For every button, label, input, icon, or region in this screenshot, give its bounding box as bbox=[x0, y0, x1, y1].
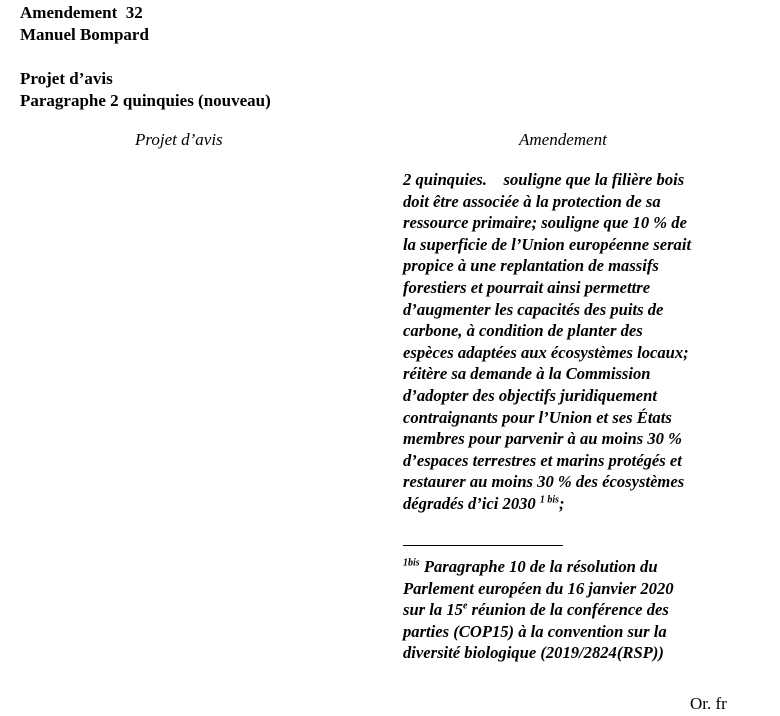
author-name: Manuel Bompard bbox=[20, 25, 149, 44]
amendment-line: carbone, à condition de planter des bbox=[403, 321, 643, 341]
amendment-line: réitère sa demande à la Commission bbox=[403, 364, 651, 384]
document-type: Projet d’avis bbox=[20, 69, 113, 88]
footnote-text: Paragraphe 10 de la résolution du bbox=[419, 557, 658, 576]
amendment-line: la superficie de l’Union européenne serait bbox=[403, 234, 692, 254]
ordinal-suffix: e bbox=[462, 600, 468, 612]
amendment-number: Amendement 32 bbox=[20, 3, 143, 22]
amendment-line: forestiers et pourrait ainsi permettre bbox=[403, 277, 651, 297]
amendment-line: 2 quinquies. souligne que la filière bois bbox=[403, 170, 685, 189]
amendment-line-text: dégradés d’ici 2030 bbox=[403, 493, 540, 513]
original-language: Or. fr bbox=[690, 694, 727, 713]
footnote-line bbox=[403, 599, 763, 621]
footnote-reference[interactable]: 1 bis bbox=[539, 494, 560, 506]
footnote-text: réunion de la conférence des bbox=[467, 600, 669, 620]
amendment-line: restaurer au moins 30 % des écosystèmes bbox=[403, 472, 685, 492]
footnote-line: parties (COP15) à la convention sur la bbox=[403, 621, 667, 641]
footnote-line bbox=[403, 556, 763, 578]
amendment-line-end: ; bbox=[559, 493, 565, 513]
footnote-line: Parlement européen du 16 janvier 2020 bbox=[403, 578, 674, 598]
footnote-separator bbox=[403, 545, 563, 546]
amendment-line: membres pour parvenir à au moins 30 % bbox=[403, 429, 682, 449]
footnote-line: diversité biologique (2019/2824(RSP)) bbox=[403, 643, 664, 663]
amendment-line: contraignants pour l’Union et ses États bbox=[403, 407, 672, 427]
footnote-marker: 1bis bbox=[403, 557, 420, 569]
amendment-line: espèces adaptées aux écosystèmes locaux; bbox=[403, 342, 689, 362]
amendment-line-last bbox=[403, 493, 743, 515]
paragraph-reference: Paragraphe 2 quinquies (nouveau) bbox=[20, 91, 271, 110]
amendment-line: ressource primaire; souligne que 10 % de bbox=[403, 213, 687, 233]
amendment-line: d’adopter des objectifs juridiquement bbox=[403, 385, 657, 405]
amendment-line: d’augmenter les capacités des puits de bbox=[403, 299, 664, 319]
document-header bbox=[20, 2, 271, 112]
amendment-text bbox=[403, 169, 743, 515]
column-heading-amendment: Amendement bbox=[519, 130, 607, 149]
column-heading-draft: Projet d’avis bbox=[135, 130, 223, 149]
footnote-text: sur la 15 bbox=[403, 600, 463, 620]
amendment-line: d’espaces terrestres et marins protégés et bbox=[403, 450, 682, 470]
amendment-line: doit être associée à la protection de sa bbox=[403, 191, 661, 211]
amendment-line: propice à une replantation de massifs bbox=[403, 256, 659, 276]
footnote bbox=[403, 556, 763, 664]
